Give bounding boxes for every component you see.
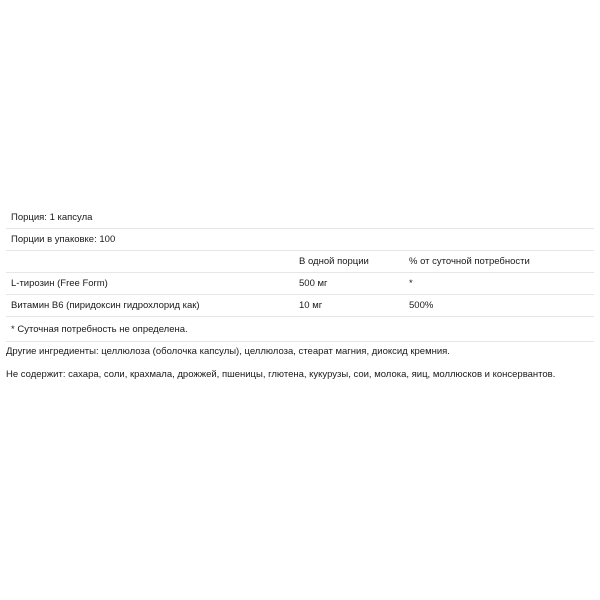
footnote-row [6, 317, 594, 342]
ingredient-amount: 500 мг [299, 278, 328, 289]
serving-size-row [6, 207, 594, 229]
serving-size-text: Порция: 1 капсула [11, 212, 93, 223]
ingredient-daily-value: * [409, 278, 413, 289]
other-ingredients-text: Другие ингредиенты: целлюлоза (оболочка капсулы), целлюлоза, стеарат магния, диоксид кремния. [6, 346, 450, 357]
table-row [6, 273, 594, 295]
servings-per-container-row [6, 229, 594, 251]
ingredient-name: L-тирозин (Free Form) [11, 278, 108, 289]
table-header-row [6, 251, 594, 273]
free-of-text: Не содержит: сахара, соли, крахмала, дрожжей, пшеницы, глютена, кукурузы, сои, молока, яиц, моллюсков и консервантов. [6, 369, 556, 380]
header-amount: В одной порции [299, 256, 369, 267]
supplement-facts-table [6, 207, 594, 342]
ingredient-daily-value: 500% [409, 300, 434, 311]
notes-section [6, 346, 566, 392]
servings-per-container-text: Порции в упаковке: 100 [11, 234, 116, 245]
header-daily-value: % от суточной потребности [409, 256, 530, 267]
ingredient-amount: 10 мг [299, 300, 323, 311]
table-row [6, 295, 594, 317]
ingredient-name: Витамин B6 (пиридоксин гидрохлорид как) [11, 300, 200, 311]
footnote-text: * Суточная потребность не определена. [11, 324, 188, 335]
